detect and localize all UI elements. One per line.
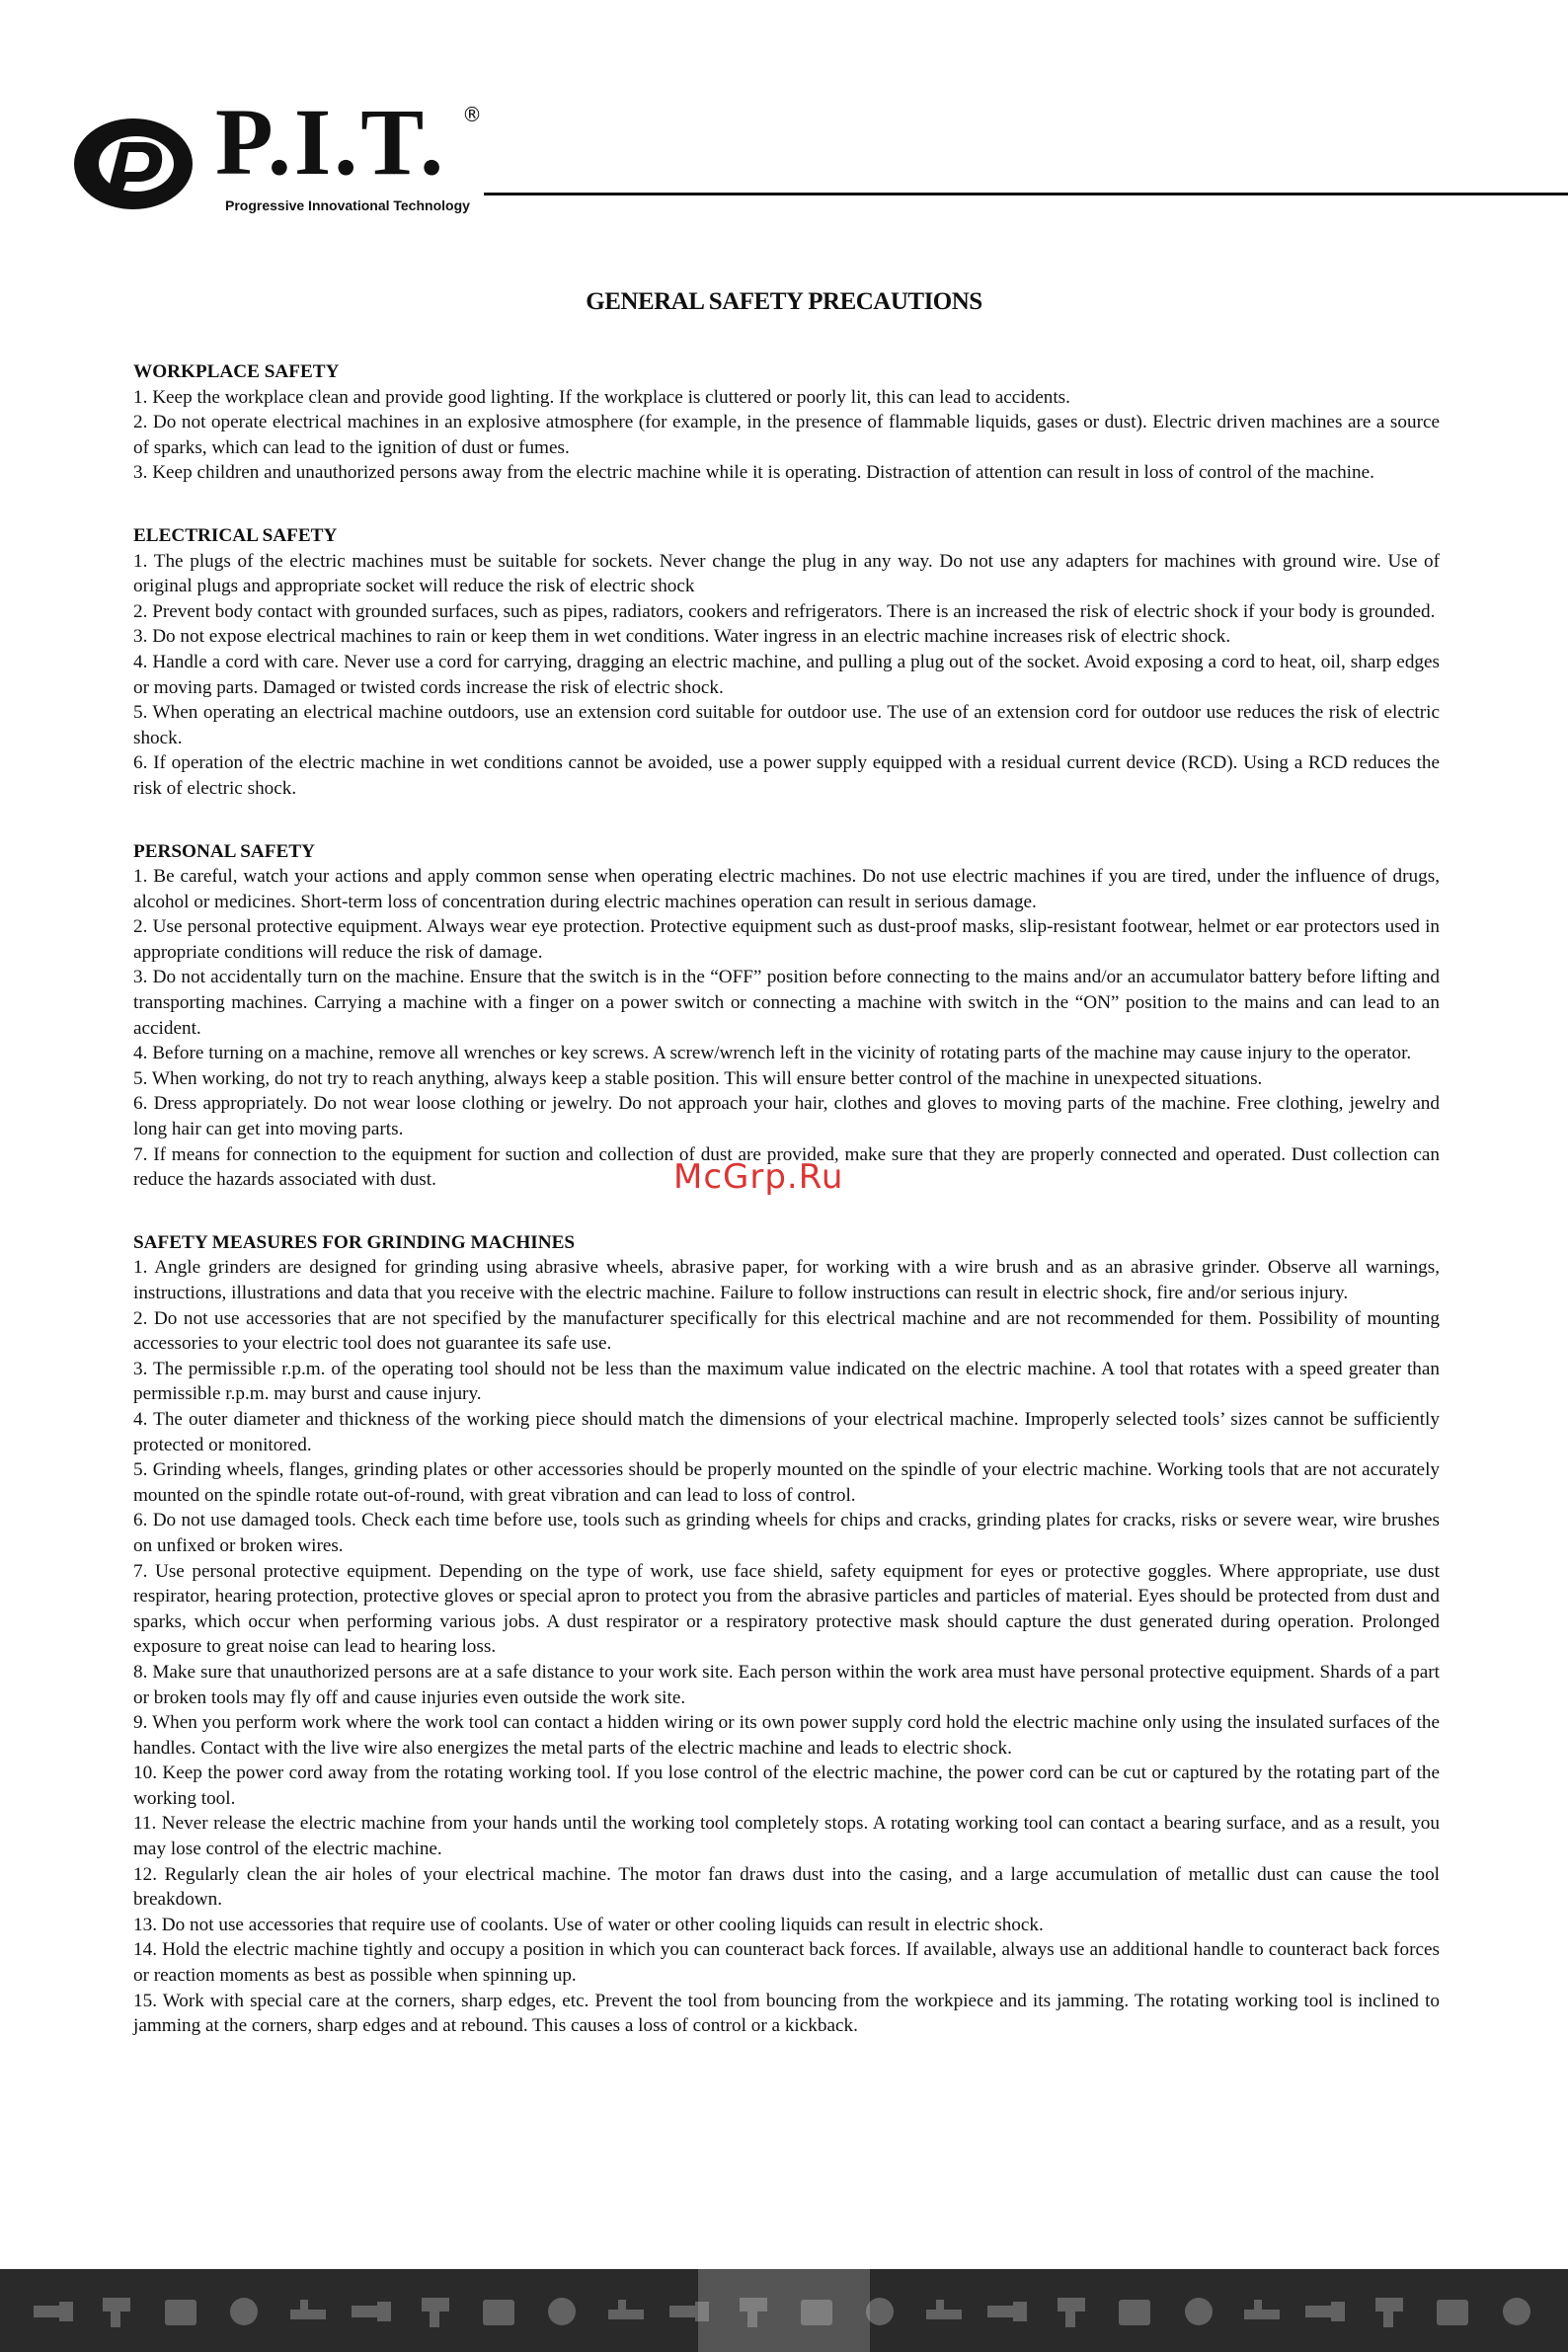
brand-name: P.I.T. <box>215 89 447 195</box>
safety-item: 6. Dress appropriately. Do not wear loose clothing or jewelry. Do not approach your hair, clothes and gloves to moving parts of the machine. Free clothing, jewelry and long hair can get into moving parts. <box>133 1093 1440 1140</box>
section <box>133 1230 1440 2039</box>
section-heading: ELECTRICAL SAFETY <box>133 524 338 546</box>
safety-item: 7. Use personal protective equipment. Depending on the type of work, use face shield, safety equipment for eyes or protective goggles. Where appropriate, use dust respirator, hearing protection, protective gloves or special apron to protect you from the abrasive particles and particles of material. Eyes should be protected from dust and sparks, which occur when performing various jobs. A dust respirator or a respiratory protective mask should capture the dust generated during operation. Prolonged exposure to great noise can lead to hearing loss. <box>133 1560 1440 1658</box>
page-header <box>69 89 1501 227</box>
registered-mark: ® <box>462 103 482 126</box>
safety-item: 2. Use personal protective equipment. Always wear eye protection. Protective equipment such as dust-proof masks, slip-resistant footwear, helmet or ear protectors used in appropriate conditions will reduce the risk of damage. <box>133 916 1440 963</box>
power-tool-icon <box>220 2292 268 2331</box>
power-tool-icon <box>412 2292 459 2331</box>
safety-item: 8. Make sure that unauthorized persons are at a safe distance to your work site. Each person within the work area must have personal protective equipment. Shards of a part or broken tools may fly off and cause injuries even outside the work site. <box>133 1661 1440 1708</box>
pit-logo-icon <box>69 105 197 221</box>
power-tool-icon <box>1429 2292 1476 2331</box>
power-tool-icon <box>475 2292 522 2331</box>
power-tool-icon <box>602 2292 650 2331</box>
safety-item: 14. Hold the electric machine tightly and occupy a position in which you can counteract back forces. If available, always use an additional handle to counteract back forces or reaction moments as best as possible when spinning up. <box>133 1939 1440 1987</box>
safety-item: 4. Before turning on a machine, remove all wrenches or key screws. A screw/wrench left in the vicinity of rotating parts of the machine may cause injury to the operator. <box>133 1043 1412 1064</box>
power-tool-icon <box>1238 2292 1286 2331</box>
safety-item: 3. Keep children and unauthorized persons away from the electric machine while it is operating. Distraction of attention can result in loss of control of the machine. <box>133 462 1374 484</box>
power-tool-icon <box>157 2292 204 2331</box>
power-tool-icon <box>983 2292 1031 2331</box>
safety-item: 2. Do not use accessories that are not specified by the manufacturer specifically for this electrical machine and are not recommended for them. Possibility of mounting accessories to your electric tool does not guarantee its safe use. <box>133 1307 1440 1355</box>
power-tool-icon <box>348 2292 395 2331</box>
section <box>133 839 1440 1193</box>
power-tool-icon <box>30 2292 77 2331</box>
safety-item: 13. Do not use accessories that require use of coolants. Use of water or other cooling liquids can result in electric shock. <box>133 1914 1044 1935</box>
power-tool-icon <box>730 2292 777 2331</box>
safety-item: 1. Angle grinders are designed for grinding using abrasive wheels, abrasive paper, for working with a wire brush and as an abrasive grinder. Observe all warnings, instructions, illustrations and data that you receive with the electric machine. Failure to follow instructions can result in electric shock, fire and/or serious injury. <box>133 1257 1440 1303</box>
safety-item: 1. The plugs of the electric machines must be suitable for sockets. Never change the plug in any way. Do not use any adapters for machines with ground wire. Use of original plugs and appropriate socket will reduce the risk of electric shock <box>133 550 1440 597</box>
power-tool-icon <box>1111 2292 1158 2331</box>
safety-item: 2. Prevent body contact with grounded surfaces, such as pipes, radiators, cookers and refrigerators. There is an increased the risk of electric shock if your body is grounded. <box>133 600 1436 622</box>
power-tool-icon <box>1301 2292 1349 2331</box>
power-tool-icon <box>1048 2292 1095 2331</box>
safety-item: 6. Do not use damaged tools. Check each time before use, tools such as grinding wheels for chips and cracks, grinding plates for cracks, risks or severe wear, wire brushes on unfixed or broken wires. <box>133 1510 1440 1556</box>
power-tool-icon <box>856 2292 903 2331</box>
power-tool-icon <box>1366 2292 1413 2331</box>
section <box>133 359 1440 486</box>
power-tool-icon <box>538 2292 586 2331</box>
safety-item: 4. The outer diameter and thickness of the working piece should match the dimensions of your electrical machine. Improperly selected tools’ sizes cannot be sufficiently protected or monitored. <box>133 1408 1440 1455</box>
safety-item: 1. Keep the workplace clean and provide good lighting. If the workplace is cluttered or poorly lit, this can lead to accidents. <box>133 386 1070 408</box>
safety-item: 6. If operation of the electric machine in wet conditions cannot be avoided, use a power supply equipped with a residual current device (RCD). Using a RCD reduces the risk of electric shock. <box>133 752 1440 799</box>
section-heading: SAFETY MEASURES FOR GRINDING MACHINES <box>133 1231 576 1253</box>
power-tool-icon <box>793 2292 840 2331</box>
safety-item: 10. Keep the power cord away from the rotating working tool. If you lose control of the electric machine, the power cord can be cut or captured by the rotating part of the working tool. <box>133 1763 1440 1809</box>
section <box>133 523 1440 802</box>
safety-item: 7. If means for connection to the equipment for suction and collection of dust are provided, make sure that they are properly connected and operated. Dust collection can reduce the hazards associated with dust. <box>133 1143 1440 1191</box>
section-heading: WORKPLACE SAFETY <box>133 361 340 382</box>
footer-tool-strip <box>30 2287 1540 2336</box>
safety-item: 15. Work with special care at the corners, sharp edges, etc. Prevent the tool from bouncing from the workpiece and its jamming. The rotating working tool is inclined to jamming at the corners, sharp edges and at rebound. This causes a loss of control or a kickback. <box>133 1990 1440 2037</box>
brand-tagline: Progressive Innovational Technology <box>225 197 470 213</box>
power-tool-icon <box>666 2292 713 2331</box>
power-tool-icon <box>920 2292 968 2331</box>
safety-item: 5. When operating an electrical machine outdoors, use an extension cord suitable for outdoor use. The use of an extension cord for outdoor use reduces the risk of electric shock. <box>133 702 1440 748</box>
safety-item: 3. Do not expose electrical machines to rain or keep them in wet conditions. Water ingress in an electric machine increases risk of electric shock. <box>133 626 1231 648</box>
watermark: McGrp.Ru <box>673 1157 844 1197</box>
power-tool-icon <box>284 2292 332 2331</box>
safety-content <box>133 359 1440 2077</box>
power-tool-icon <box>93 2292 140 2331</box>
power-tool-icon <box>1493 2292 1540 2331</box>
safety-item: 12. Regularly clean the air holes of your electrical machine. The motor fan draws dust into the casing, and a large accumulation of metallic dust can cause the tool breakdown. <box>133 1863 1440 1911</box>
safety-item: 3. Do not accidentally turn on the machine. Ensure that the switch is in the “OFF” position before connecting to the mains and/or an accumulator battery before lifting and transporting machines. Carrying a machine with a finger on a power switch or connecting a machine with switch in the “ON” position to the mains and can lead to an accident. <box>133 967 1440 1039</box>
section-heading: PERSONAL SAFETY <box>133 840 315 862</box>
safety-item: 11. Never release the electric machine from your hands until the working tool completely stops. A rotating working tool can contact a bearing surface, and as a result, you may lose control of the electric machine. <box>133 1813 1440 1860</box>
power-tool-icon <box>1175 2292 1222 2331</box>
safety-item: 4. Handle a cord with care. Never use a cord for carrying, dragging an electric machine, and pulling a plug out of the socket. Avoid exposing a cord to heat, oil, sharp edges or moving parts. Damaged or twisted cords increase the risk of electric shock. <box>133 651 1440 698</box>
header-rule <box>484 193 1568 196</box>
safety-item: 1. Be careful, watch your actions and apply common sense when operating electric machines. Do not use electric machines if you are tired, under the influence of drugs, alcohol or medicines. Short-term loss of concentration during electric machines operation can result in serious damage. <box>133 866 1440 912</box>
safety-item: 2. Do not operate electrical machines in an explosive atmosphere (for example, in the presence of flammable liquids, gases or dust). Electric driven machines are a source of sparks, which can lead to the ignition of dust or fumes. <box>133 412 1440 458</box>
safety-item: 5. When working, do not try to reach anything, always keep a stable position. This will ensure better control of the machine in unexpected situations. <box>133 1067 1263 1089</box>
page-title: GENERAL SAFETY PRECAUTIONS <box>586 288 982 315</box>
safety-item: 3. The permissible r.p.m. of the operating tool should not be less than the maximum value indicated on the electric machine. A tool that rotates with a speed greater than permissible r.p.m. may burst and cause injury. <box>133 1358 1440 1405</box>
page-footer <box>0 2269 1568 2352</box>
safety-item: 5. Grinding wheels, flanges, grinding plates or other accessories should be properly mounted on the spindle of your electric machine. Working tools that are not accurately mounted on the spindle rotate out-of-round, with great vibration and can lead to loss of control. <box>133 1459 1440 1506</box>
safety-item: 9. When you perform work where the work tool can contact a hidden wiring or its own power supply cord hold the electric machine only using the insulated surfaces of the handles. Contact with the live wire also energizes the metal parts of the electric machine and leads to electric shock. <box>133 1712 1440 1759</box>
